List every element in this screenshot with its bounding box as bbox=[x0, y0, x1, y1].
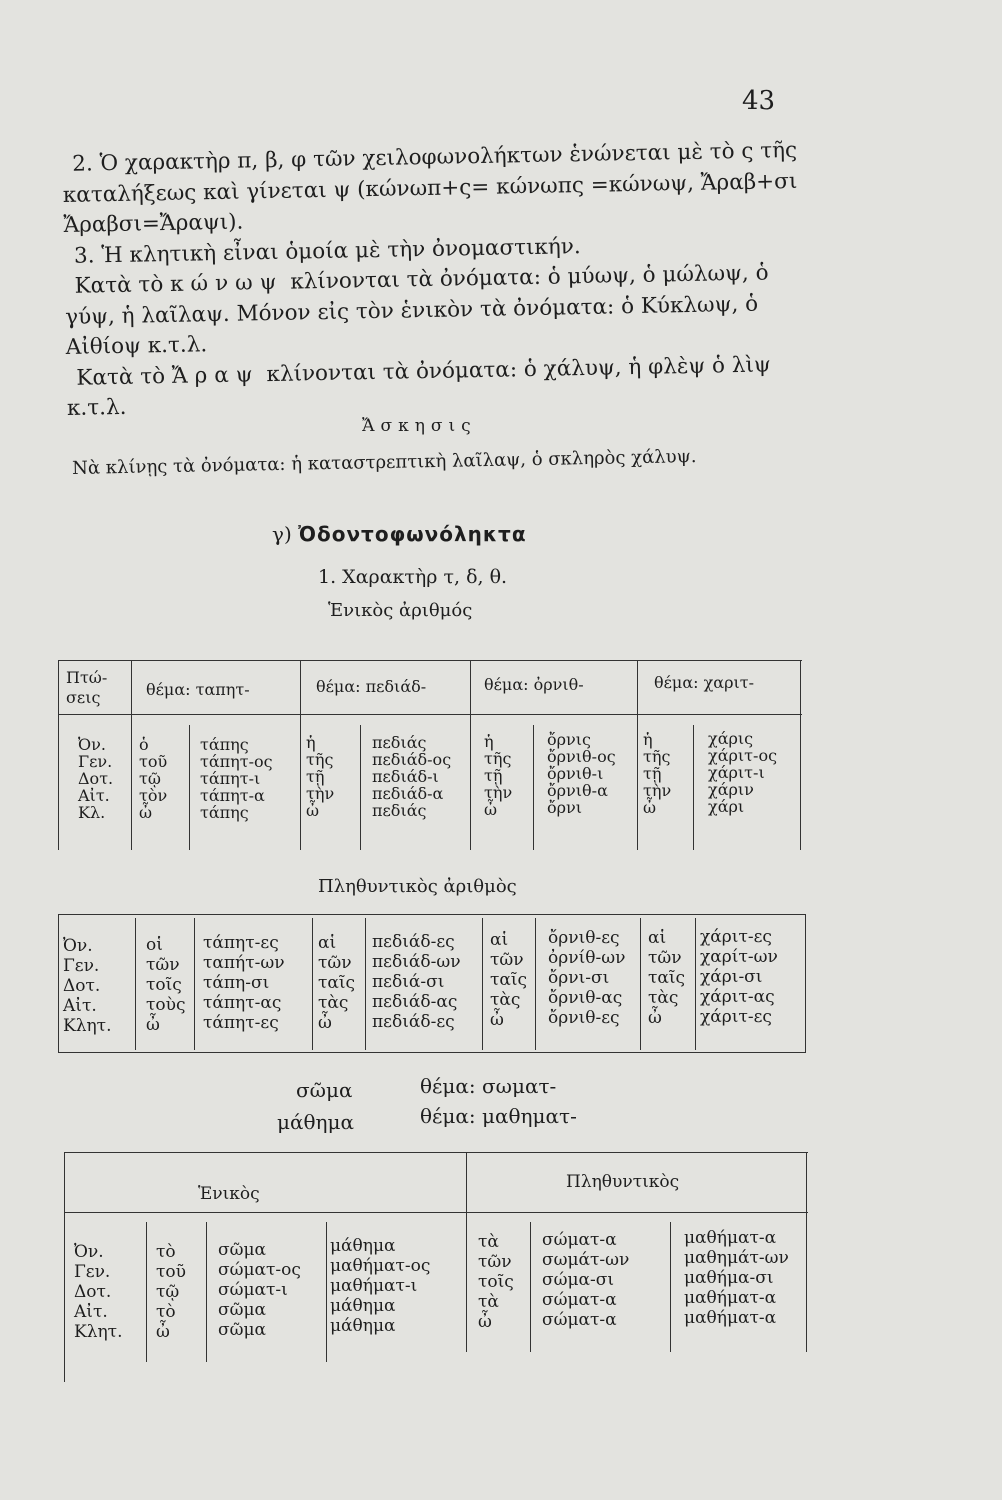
rule bbox=[470, 660, 471, 850]
article-column: τὸ τοῦ τῷ τὸ ὦ bbox=[156, 1242, 186, 1342]
article-column: ἡ τῆς τῇ τὴν ὦ bbox=[643, 730, 672, 817]
rule bbox=[637, 660, 638, 850]
form-column: ὄρνιθ-ες ὀρνίθ-ων ὄρνι-σι ὄρνιθ-ας ὄρνιθ-ες bbox=[548, 928, 626, 1028]
rule bbox=[466, 1152, 467, 1352]
case-header: Πτώ- σεις bbox=[66, 668, 108, 707]
form-column: πεδιάς πεδιάδ-ος πεδιάδ-ι πεδιάδ-α πεδιάς bbox=[372, 733, 452, 820]
soma-stem: θέμα: σωματ- bbox=[420, 1074, 557, 1098]
form-column: τάπητ-ες ταπήτ-ων τάπη-σι τάπητ-ας τάπητ-ες bbox=[203, 933, 285, 1033]
rule bbox=[805, 914, 806, 1052]
form-column: χάρις χάριτ-ος χάριτ-ι χάριν χάρι bbox=[708, 729, 778, 816]
col-header: θέμα: πεδιάδ- bbox=[316, 677, 427, 696]
paragraph-3: 3. Ἡ κλητικὴ εἶναι ὁμοία μὲ τὴν ὀνομαστικήν. bbox=[73, 233, 581, 269]
rule bbox=[64, 1152, 65, 1382]
rule bbox=[695, 918, 696, 1050]
rule bbox=[131, 660, 132, 850]
page-number: 43 bbox=[742, 86, 776, 116]
rule bbox=[206, 1222, 207, 1362]
soma-plural-column: σώματ-α σωμάτ-ων σώμα-σι σώματ-α σώματ-α bbox=[542, 1230, 630, 1330]
rule bbox=[533, 725, 534, 850]
rule bbox=[189, 725, 190, 850]
rule bbox=[326, 1222, 327, 1362]
article-column: οἱ τῶν τοῖς τοὺς ὦ bbox=[146, 935, 186, 1035]
soma-column: σῶμα σώματ-ος σώματ-ι σῶμα σῶμα bbox=[218, 1240, 301, 1340]
form-column: ὄρνις ὄρνιθ-ος ὄρνιθ-ι ὄρνιθ-α ὄρνι bbox=[547, 730, 616, 817]
form-column: πεδιάδ-ες πεδιάδ-ων πεδιά-σι πεδιάδ-ας πεδιάδ-ες bbox=[372, 932, 461, 1032]
exercise-text: Νὰ κλίνῃς τὰ ὀνόματα: ἡ καταστρεπτικὴ λαῖλαψ, ὁ σκληρὸς χάλυψ. bbox=[72, 446, 697, 479]
rule bbox=[640, 918, 641, 1050]
rule bbox=[194, 918, 195, 1050]
rule bbox=[58, 660, 802, 661]
col-header: θέμα: ὀρνιθ- bbox=[484, 675, 584, 694]
article-column: αἱ τῶν ταῖς τὰς ὦ bbox=[648, 928, 686, 1028]
rule bbox=[670, 1222, 671, 1352]
rule bbox=[135, 918, 136, 1050]
form-column: χάριτ-ες χαρίτ-ων χάρι-σι χάριτ-ας χάριτ-ες bbox=[700, 927, 778, 1027]
rule bbox=[693, 725, 694, 850]
soma-word: σῶμα bbox=[296, 1078, 353, 1102]
case-labels: Ὀν. Γεν. Δοτ. Αἰτ. Κλητ. bbox=[63, 936, 112, 1036]
kata-araps-paragraph: Κατὰ τὸ Ἄραψ κλίνονται τὰ ὀνόματα: ὁ χάλυψ, ἡ φλὲψ ὁ λὶψ κ.τ.λ. bbox=[66, 351, 771, 421]
rule bbox=[535, 918, 536, 1050]
case-labels: Ὀν. Γεν. Δοτ. Αἰτ. Κλητ. bbox=[74, 1242, 123, 1342]
rule bbox=[360, 725, 361, 850]
form-column: τάπης τάπητ-ος τάπητ-ι τάπητ-α τάπης bbox=[200, 735, 273, 822]
article-column: ἡ τῆς τῇ τὴν ὦ bbox=[306, 733, 335, 820]
subsection-heading: 1. Χαρακτὴρ τ, δ, θ. bbox=[318, 566, 508, 588]
plural-header: Πληθυντικὸς bbox=[566, 1172, 680, 1192]
mathema-word: μάθημα bbox=[277, 1110, 355, 1134]
rule bbox=[58, 660, 59, 850]
mathema-stem: θέμα: μαθηματ- bbox=[420, 1104, 577, 1128]
col-header: θέμα: ταπητ- bbox=[146, 680, 250, 699]
rule bbox=[312, 918, 313, 1050]
mathema-plural-column: μαθήματ-α μαθημάτ-ων μαθήμα-σι μαθήματ-α μαθήματ-α bbox=[684, 1228, 789, 1328]
kata-konops-paragraph: Κατὰ τὸ κώνωψ κλίνονται τὰ ὀνόματα: ὁ μύωψ, ὁ μώλωψ, ὁ γύψ, ἡ λαῖλαψ. Μόνον εἰς τὸν ἑνικὸν τὰ ὀνόματα: ὁ Κύκλωψ, ὁ Αἰθίοψ κ.τ.λ. bbox=[64, 260, 769, 360]
section-heading: γ) Ὀδοντοφωνόληκτα bbox=[272, 522, 527, 546]
case-labels: Ὀν. Γεν. Δοτ. Αἰτ. Κλ. bbox=[78, 735, 114, 822]
rule bbox=[58, 914, 806, 915]
rule bbox=[64, 1212, 808, 1213]
rule bbox=[64, 1152, 808, 1153]
rule bbox=[146, 1222, 147, 1362]
plural-title: Πληθυντικὸς ἀριθμὸς bbox=[318, 876, 517, 897]
rule bbox=[58, 714, 802, 715]
rule bbox=[482, 918, 483, 1050]
col-header: θέμα: χαριτ- bbox=[654, 673, 755, 692]
exercise-title: Ἄσκησις bbox=[362, 416, 477, 436]
article-column: αἱ τῶν ταῖς τὰς ὦ bbox=[490, 930, 528, 1030]
singular-header: Ἑνικὸς bbox=[198, 1184, 260, 1204]
rule bbox=[530, 1222, 531, 1352]
article-column: ὁ τοῦ τῷ τὸν ὦ bbox=[139, 735, 168, 822]
rule bbox=[58, 914, 59, 1052]
article-column: αἱ τῶν ταῖς τὰς ὦ bbox=[318, 933, 356, 1033]
rule bbox=[300, 660, 301, 850]
article-column: ἡ τῆς τῇ τὴν ὦ bbox=[484, 732, 513, 819]
paragraph-2: 2. Ὁ χαρακτὴρ π, β, φ τῶν χειλοφωνολήκτων ἑνώνεται μὲ τὸ ς τῆς καταλήξεως καὶ γίνεται ψ (κώνωπ+ς= κώνωπς =κώνωψ, Ἄραβ+σι Ἄραβσι=Ἄραψι). bbox=[62, 137, 798, 238]
rule bbox=[365, 918, 366, 1050]
mathema-column: μάθημα μαθήματ-ος μαθήματ-ι μάθημα μάθημα bbox=[330, 1236, 431, 1336]
singular-title: Ἑνικὸς ἀριθμός bbox=[328, 600, 473, 621]
rule bbox=[800, 660, 801, 850]
rule bbox=[58, 1052, 806, 1053]
main-text bbox=[62, 135, 827, 424]
article-column: τὰ τῶν τοῖς τὰ ὦ bbox=[478, 1232, 514, 1332]
rule bbox=[806, 1152, 807, 1352]
